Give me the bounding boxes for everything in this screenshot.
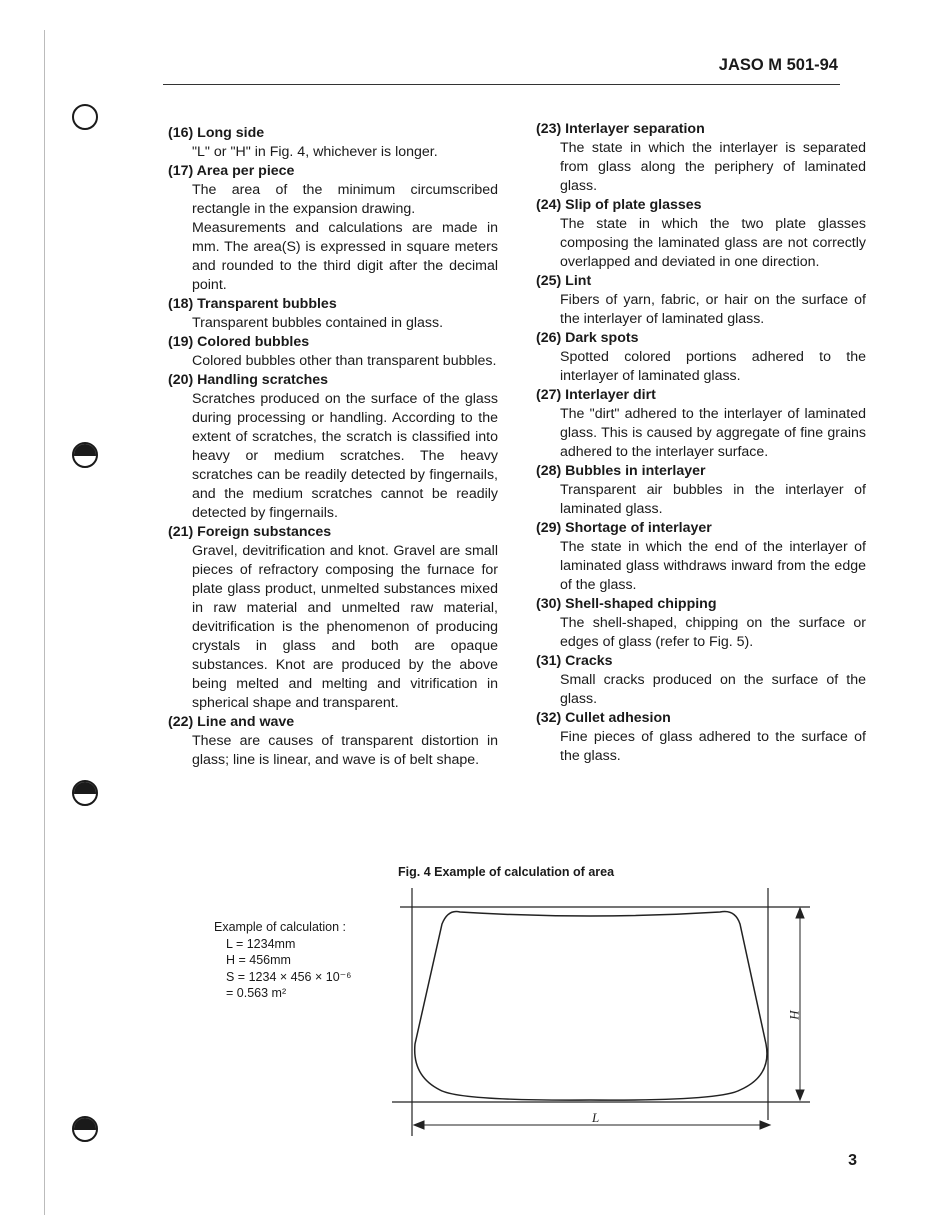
def-18: Transparent bubbles contained in glass. bbox=[192, 315, 444, 331]
term-18: (18) Transparent bubbles bbox=[168, 296, 337, 312]
def-28: Transparent air bubbles in the interlayer of laminated glass. bbox=[560, 482, 866, 517]
def-19: Colored bubbles other than transparent bubbles. bbox=[192, 353, 497, 369]
term-31: (31) Cracks bbox=[536, 653, 613, 669]
def-23: The state in which the interlayer is separated from glass along the periphery of laminated glass. bbox=[560, 140, 866, 194]
term-25: (25) Lint bbox=[536, 273, 592, 289]
term-17: (17) Area per piece bbox=[168, 163, 295, 179]
def-22: These are causes of transparent distortion in glass; line is linear, and wave is of belt shape. bbox=[192, 733, 498, 768]
binder-hole-3 bbox=[72, 780, 98, 806]
def-17-b: Measurements and calculations are made in mm. The area(S) is expressed in square meters and rounded to the third digit after the decimal point. bbox=[192, 220, 498, 293]
right-column bbox=[536, 120, 866, 766]
term-21: (21) Foreign substances bbox=[168, 524, 332, 540]
term-26: (26) Dark spots bbox=[536, 330, 639, 346]
calc-line-result: = 0.563 m² bbox=[226, 986, 287, 1000]
calc-line-l: L = 1234mm bbox=[226, 936, 296, 951]
term-19: (19) Colored bubbles bbox=[168, 334, 310, 350]
h-dimension bbox=[796, 908, 804, 1100]
def-27: The "dirt" adhered to the interlayer of laminated glass. This is caused by aggregate of fine grains adhered to the interlayer surface. bbox=[560, 406, 866, 460]
def-29: The state in which the end of the interlayer of laminated glass withdraws inward from the edge of the glass. bbox=[560, 539, 866, 593]
def-16: "L" or "H" in Fig. 4, whichever is longer. bbox=[192, 144, 438, 160]
term-23: (23) Interlayer separation bbox=[536, 121, 705, 137]
calc-title: Example of calculation : bbox=[214, 920, 347, 934]
term-32: (32) Cullet adhesion bbox=[536, 710, 671, 726]
def-30: The shell-shaped, chipping on the surface or edges of glass (refer to Fig. 5). bbox=[560, 615, 866, 650]
header-rule bbox=[163, 84, 840, 85]
page-number: 3 bbox=[848, 1152, 857, 1169]
windshield-outline bbox=[415, 912, 767, 1101]
def-24: The state in which the two plate glasses composing the laminated glass are not correctly overlapped and deviated in one direction. bbox=[560, 216, 866, 270]
def-26: Spotted colored portions adhered to the interlayer of laminated glass. bbox=[560, 349, 866, 384]
term-28: (28) Bubbles in interlayer bbox=[536, 463, 706, 479]
bounding-rectangle bbox=[392, 888, 810, 1136]
binder-hole-1 bbox=[72, 104, 98, 130]
def-25: Fibers of yarn, fabric, or hair on the surface of the interlayer of laminated glass. bbox=[560, 292, 866, 327]
windshield-area-diagram bbox=[390, 884, 820, 1144]
term-22: (22) Line and wave bbox=[168, 714, 295, 730]
calculation-example bbox=[214, 919, 351, 1002]
def-32: Fine pieces of glass adhered to the surface of the glass. bbox=[560, 729, 866, 764]
calc-line-s: S = 1234 × 456 × 10⁻⁶ bbox=[226, 969, 352, 984]
figure-caption: Fig. 4 Example of calculation of area bbox=[398, 865, 615, 879]
calc-line-h: H = 456mm bbox=[226, 953, 291, 967]
def-20: Scratches produced on the surface of the glass during processing or handling. According to the extent of scratches, the scratch is classified into heavy or medium scratches. The heavy scratches can be readily detected by fingernails, and the medium scratches cannot be readily detected by fingernails. bbox=[192, 391, 498, 521]
def-21: Gravel, devitrification and knot. Gravel are small pieces of refractory composing the furnace for plate glass product, unmelted substances mixed in raw material and unmelted raw material, devitrification is the phenomenon of producing crystals in glass and both are opaque substances. Knot are produced by the above being melted and melting and vitrification in spherical shape and transparent. bbox=[192, 543, 498, 711]
binder-hole-2 bbox=[72, 442, 98, 468]
term-24: (24) Slip of plate glasses bbox=[536, 197, 702, 213]
term-30: (30) Shell-shaped chipping bbox=[536, 596, 717, 612]
l-label: L bbox=[592, 1110, 600, 1125]
page-margin-line bbox=[44, 30, 45, 1215]
term-27: (27) Interlayer dirt bbox=[536, 387, 656, 403]
term-29: (29) Shortage of interlayer bbox=[536, 520, 712, 536]
left-column bbox=[168, 124, 498, 770]
def-31: Small cracks produced on the surface of the glass. bbox=[560, 672, 866, 707]
h-label: H bbox=[787, 1010, 802, 1020]
term-16: (16) Long side bbox=[168, 125, 265, 141]
def-17-a: The area of the minimum circumscribed rectangle in the expansion drawing. bbox=[192, 182, 498, 217]
document-code: JASO M 501-94 bbox=[718, 56, 838, 74]
binder-hole-4 bbox=[72, 1116, 98, 1142]
term-20: (20) Handling scratches bbox=[168, 372, 329, 388]
